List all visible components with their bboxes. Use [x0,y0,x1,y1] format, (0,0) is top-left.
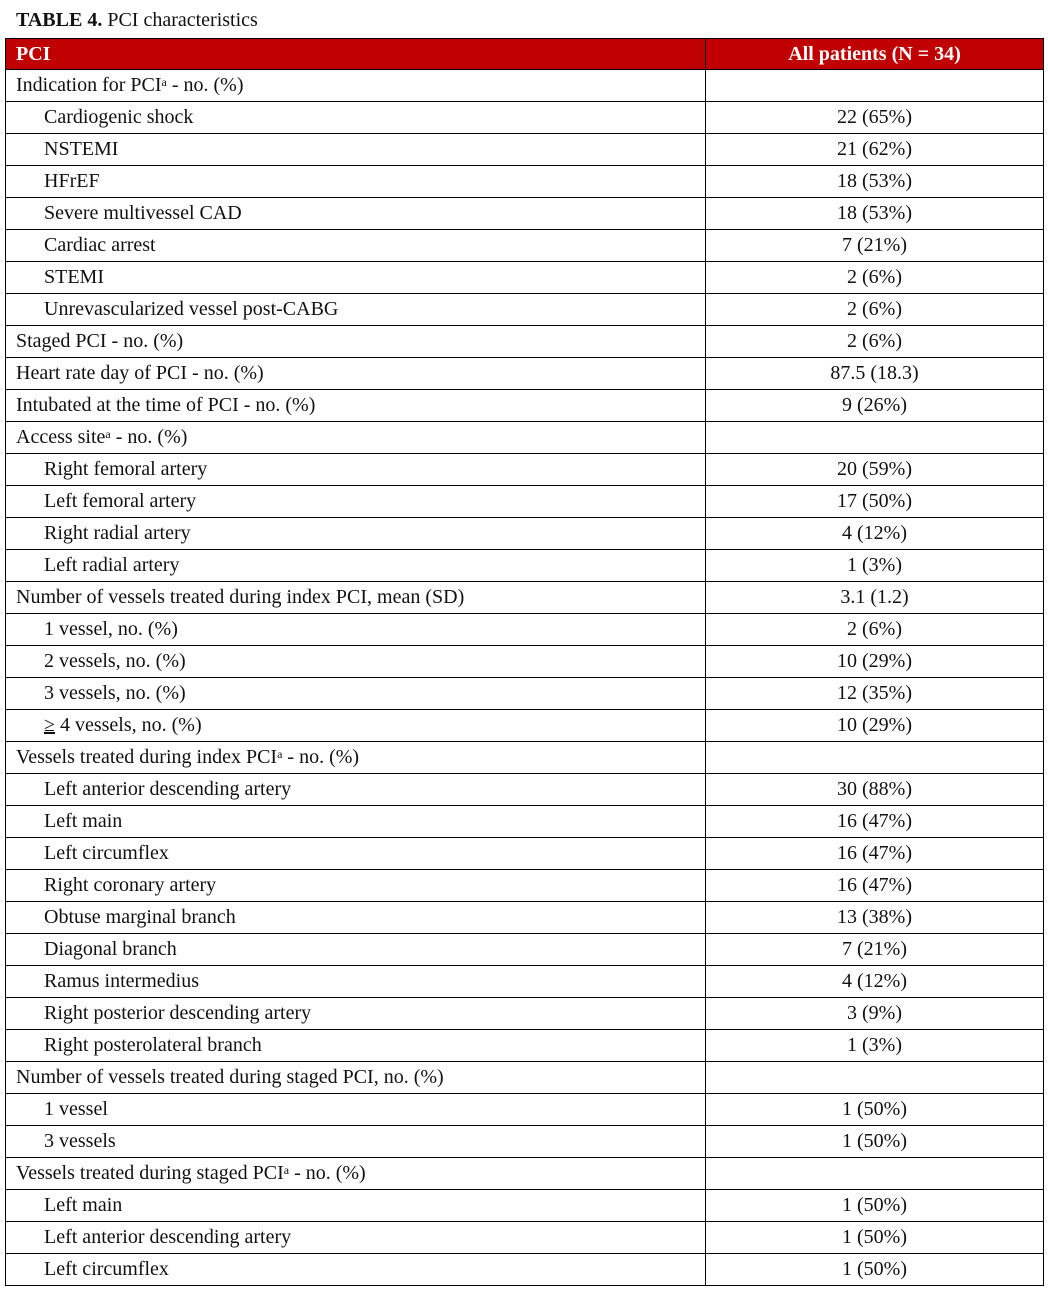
row-label-text: Right radial artery [44,522,191,544]
row-label-text: Right femoral artery [44,458,208,480]
row-value [706,1158,1044,1190]
row-value [706,422,1044,454]
row-label-text: Intubated at the time of PCI - no. (%) [16,394,316,416]
row-label-text: Obtuse marginal branch [44,906,236,928]
table-row [6,710,1044,742]
row-value: 22 (65%) [706,102,1044,134]
row-label-text: Left femoral artery [44,490,197,512]
row-label-text: Number of vessels treated during staged PCI, no. (%) [16,1066,444,1088]
row-label [6,998,706,1030]
row-label-text: Severe multivessel CAD [44,202,242,224]
row-label-text: Unrevascularized vessel post-CABG [44,298,339,320]
row-value: 4 (12%) [706,966,1044,998]
row-label [6,230,706,262]
row-value: 1 (50%) [706,1126,1044,1158]
table-caption [16,7,258,33]
row-value: 2 (6%) [706,614,1044,646]
table-row [6,1094,1044,1126]
row-label-text: Right posterolateral branch [44,1034,262,1056]
row-label [6,1222,706,1254]
row-label [6,710,706,742]
table-row [6,806,1044,838]
table-body [6,70,1044,1286]
row-label-suffix: - no. (%) [282,746,360,768]
table-row [6,998,1044,1030]
row-value: 17 (50%) [706,486,1044,518]
row-label-text: Access site [16,426,106,448]
row-label-text: Left anterior descending artery [44,1226,292,1248]
row-value: 13 (38%) [706,902,1044,934]
header-all-patients: All patients (N = 34) [706,39,1044,70]
table-row [6,198,1044,230]
row-label [6,1030,706,1062]
row-label [6,774,706,806]
row-label-text: Heart rate day of PCI - no. (%) [16,362,264,384]
row-value: 10 (29%) [706,710,1044,742]
row-value: 3 (9%) [706,998,1044,1030]
row-label-text: Cardiac arrest [44,234,156,256]
row-label-text: Right coronary artery [44,874,217,896]
row-value: 1 (3%) [706,550,1044,582]
row-label-text: STEMI [44,266,104,288]
row-value: 21 (62%) [706,134,1044,166]
row-value [706,1062,1044,1094]
row-label [6,678,706,710]
row-label [6,102,706,134]
row-value [706,70,1044,102]
table-row [6,614,1044,646]
row-value: 2 (6%) [706,262,1044,294]
row-label [6,646,706,678]
table-section-row [6,326,1044,358]
row-label [6,1062,706,1094]
row-label-text: Number of vessels treated during index PCI, mean (SD) [16,586,465,608]
row-label [6,902,706,934]
row-label [6,550,706,582]
table-row [6,486,1044,518]
table-section-row [6,742,1044,774]
table-section-row [6,1158,1044,1190]
footnote-marker: a [105,427,111,441]
row-value: 16 (47%) [706,838,1044,870]
row-label [6,838,706,870]
row-label-text: HFrEF [44,170,100,192]
table-row [6,870,1044,902]
row-label-text: Vessels treated during staged PCI [16,1162,284,1184]
table-row [6,134,1044,166]
table-row [6,1254,1044,1286]
table-row [6,934,1044,966]
row-label-text: Ramus intermedius [44,970,199,992]
row-value: 1 (50%) [706,1094,1044,1126]
row-label [6,518,706,550]
row-value: 1 (50%) [706,1222,1044,1254]
table-row [6,646,1044,678]
row-value: 18 (53%) [706,198,1044,230]
row-label [6,934,706,966]
table-section-row [6,70,1044,102]
row-label [6,326,706,358]
row-label-suffix: - no. (%) [289,1162,366,1184]
row-label [6,582,706,614]
row-value: 10 (29%) [706,646,1044,678]
row-label [6,1094,706,1126]
row-value: 3.1 (1.2) [706,582,1044,614]
row-value: 9 (26%) [706,390,1044,422]
table-row [6,102,1044,134]
row-label [6,262,706,294]
table-header-row [6,39,1044,70]
row-label [6,486,706,518]
table-number: TABLE 4. [16,9,103,31]
table-row [6,166,1044,198]
row-label [6,70,706,102]
table-row [6,262,1044,294]
row-value: 16 (47%) [706,806,1044,838]
row-label-text: Left anterior descending artery [44,778,292,800]
row-label-text: 1 vessel, no. (%) [44,618,178,640]
row-label [6,806,706,838]
row-label [6,1126,706,1158]
table-section-row [6,582,1044,614]
row-label-text: Right posterior descending artery [44,1002,312,1024]
footnote-marker: a [283,1163,290,1177]
row-label-text: 2 vessels, no. (%) [44,650,186,672]
row-label-text: 3 vessels [44,1130,116,1152]
table-row [6,230,1044,262]
table-row [6,838,1044,870]
row-value: 7 (21%) [706,934,1044,966]
row-label-text: 1 vessel [44,1098,108,1120]
row-value: 20 (59%) [706,454,1044,486]
table-row [6,902,1044,934]
table-row [6,1222,1044,1254]
table-row [6,678,1044,710]
table-row [6,294,1044,326]
table-row [6,1126,1044,1158]
row-value: 12 (35%) [706,678,1044,710]
row-value: 2 (6%) [706,326,1044,358]
row-label [6,166,706,198]
table-row [6,454,1044,486]
row-label [6,390,706,422]
row-value: 7 (21%) [706,230,1044,262]
table-row [6,966,1044,998]
table-section-row [6,390,1044,422]
row-value: 16 (47%) [706,870,1044,902]
row-value: 1 (3%) [706,1030,1044,1062]
row-label-text: Left circumflex [44,842,169,864]
footnote-marker: a [277,747,283,761]
row-value: 18 (53%) [706,166,1044,198]
row-label-text: Vessels treated during index PCI [16,746,278,768]
table-row [6,1030,1044,1062]
row-value: 2 (6%) [706,294,1044,326]
row-label-text: Left main [44,1194,123,1216]
row-label-text: Cardiogenic shock [44,106,194,128]
row-label-text: 3 vessels, no. (%) [44,682,186,704]
row-label-suffix: - no. (%) [166,74,244,96]
row-value: 1 (50%) [706,1254,1044,1286]
row-label-suffix: - no. (%) [110,426,188,448]
row-label-text: Left circumflex [44,1258,169,1280]
row-label [6,742,706,774]
row-label [6,454,706,486]
table-row [6,774,1044,806]
table-section-row [6,358,1044,390]
row-label-text: Left radial artery [44,554,180,576]
table-row [6,1190,1044,1222]
row-label [6,198,706,230]
row-label-text: Staged PCI - no. (%) [16,330,184,352]
row-label-text: Left main [44,810,123,832]
row-label [6,294,706,326]
row-value: 30 (88%) [706,774,1044,806]
row-label-text: NSTEMI [44,138,119,160]
table-title: PCI characteristics [102,9,258,31]
row-label [6,1254,706,1286]
row-label [6,1158,706,1190]
row-label [6,1190,706,1222]
row-label [6,134,706,166]
row-label-text: Diagonal branch [44,938,177,960]
footnote-marker: a [161,75,167,89]
row-value: 4 (12%) [706,518,1044,550]
row-value: 87.5 (18.3) [706,358,1044,390]
row-label [6,870,706,902]
row-value [706,742,1044,774]
table-section-row [6,422,1044,454]
gte-symbol: ≥ [44,714,55,736]
table-row [6,550,1044,582]
header-pci: PCI [6,39,706,70]
row-label-text: 4 vessels, no. (%) [59,714,202,736]
row-label [6,422,706,454]
row-label [6,358,706,390]
row-label-text: Indication for PCI [16,74,162,96]
table-section-row [6,1062,1044,1094]
row-value: 1 (50%) [706,1190,1044,1222]
table-row [6,518,1044,550]
row-label [6,614,706,646]
row-label [6,966,706,998]
pci-characteristics-table [5,38,1044,1286]
